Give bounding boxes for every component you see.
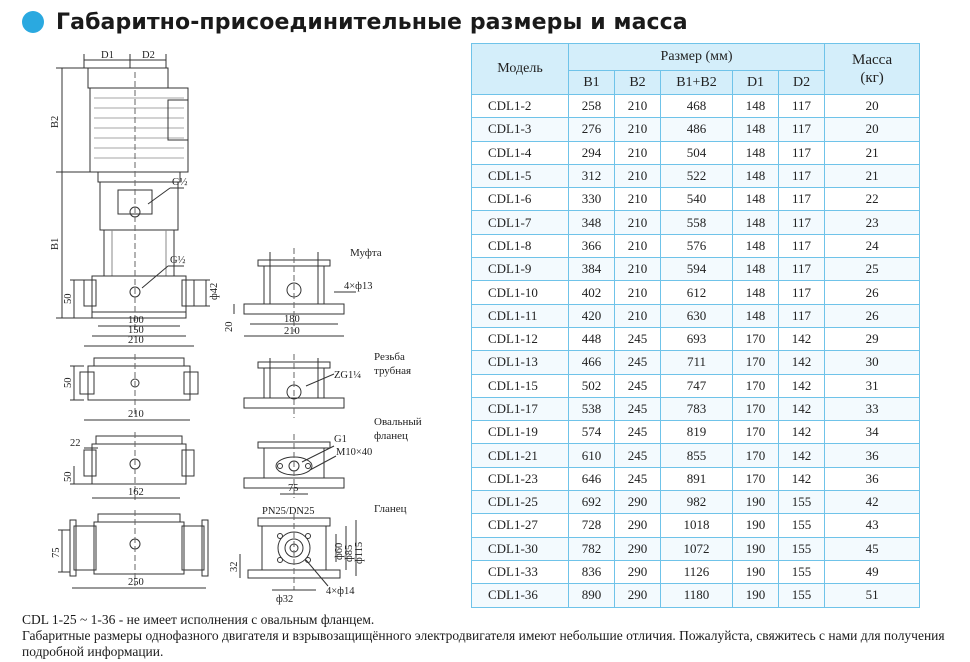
table-row <box>472 281 920 304</box>
cell-model: CDL1-36 <box>472 584 569 607</box>
label-phi42: ф42 <box>209 282 220 300</box>
cell-model: CDL1-10 <box>472 281 569 304</box>
label-w100: 100 <box>128 315 144 326</box>
table-cell: 148 <box>733 234 779 257</box>
table-cell: 142 <box>779 444 825 467</box>
table-cell: 34 <box>825 421 920 444</box>
table-cell: 117 <box>779 118 825 141</box>
table-cell: 142 <box>779 351 825 374</box>
table-cell: 290 <box>615 537 661 560</box>
table-cell: 148 <box>733 258 779 281</box>
table-cell: 245 <box>615 397 661 420</box>
cell-model: CDL1-17 <box>472 397 569 420</box>
table-cell: 170 <box>733 421 779 444</box>
table-row <box>472 514 920 537</box>
pump-drawing-svg <box>44 42 464 610</box>
label-w150: 150 <box>128 325 144 336</box>
label-trubnaya: трубная <box>374 365 412 377</box>
table-cell: 576 <box>661 234 733 257</box>
table-cell: 890 <box>569 584 615 607</box>
table-cell: 486 <box>661 118 733 141</box>
table-cell: 155 <box>779 537 825 560</box>
table-row <box>472 118 920 141</box>
table-cell: 855 <box>661 444 733 467</box>
header-d1: D1 <box>733 71 779 95</box>
table-body <box>472 95 920 608</box>
table-cell: 20 <box>825 118 920 141</box>
header-mass-line2: (кг) <box>860 70 884 86</box>
table-cell: 630 <box>661 304 733 327</box>
table-cell: 210 <box>615 281 661 304</box>
table-cell: 43 <box>825 514 920 537</box>
table-cell: 782 <box>569 537 615 560</box>
table-cell: 210 <box>615 188 661 211</box>
table-cell: 24 <box>825 234 920 257</box>
table-cell: 117 <box>779 304 825 327</box>
label-g1: G1 <box>334 434 347 445</box>
table-cell: 468 <box>661 95 733 118</box>
table-cell: 142 <box>779 374 825 397</box>
table-cell: 117 <box>779 234 825 257</box>
label-phi32: ф32 <box>276 594 294 605</box>
table-cell: 540 <box>661 188 733 211</box>
table-cell: 891 <box>661 467 733 490</box>
cell-model: CDL1-6 <box>472 188 569 211</box>
table-cell: 448 <box>569 327 615 350</box>
table-cell: 117 <box>779 141 825 164</box>
table-row <box>472 467 920 490</box>
table-cell: 245 <box>615 467 661 490</box>
table-cell: 155 <box>779 514 825 537</box>
table-cell: 711 <box>661 351 733 374</box>
cell-model: CDL1-13 <box>472 351 569 374</box>
label-50-base1: 50 <box>63 377 74 388</box>
footnotes <box>22 612 952 660</box>
table-cell: 783 <box>661 397 733 420</box>
table-cell: 466 <box>569 351 615 374</box>
table-row <box>472 164 920 187</box>
cell-model: CDL1-9 <box>472 258 569 281</box>
table-cell: 190 <box>733 537 779 560</box>
table-row <box>472 141 920 164</box>
cell-model: CDL1-23 <box>472 467 569 490</box>
table-row <box>472 491 920 514</box>
label-g-mid: G½ <box>170 255 186 266</box>
table-cell: 1018 <box>661 514 733 537</box>
table-cell: 693 <box>661 327 733 350</box>
table-cell: 610 <box>569 444 615 467</box>
table-cell: 170 <box>733 327 779 350</box>
table-cell: 290 <box>615 560 661 583</box>
table-cell: 117 <box>779 95 825 118</box>
label-b1: B1 <box>50 237 61 250</box>
label-w210-base1: 210 <box>128 409 144 420</box>
table-cell: 170 <box>733 397 779 420</box>
cell-model: CDL1-21 <box>472 444 569 467</box>
header-size: Размер (мм) <box>569 44 825 71</box>
table-cell: 36 <box>825 467 920 490</box>
label-50-main: 50 <box>63 293 74 304</box>
table-cell: 170 <box>733 467 779 490</box>
table-cell: 210 <box>615 234 661 257</box>
table-cell: 290 <box>615 584 661 607</box>
label-flanec: фланец <box>374 430 408 442</box>
table-cell: 117 <box>779 164 825 187</box>
label-holes-4x13: 4×ф13 <box>344 281 373 292</box>
table-cell: 290 <box>615 491 661 514</box>
label-g-top: G½ <box>172 177 188 188</box>
table-cell: 170 <box>733 351 779 374</box>
table-cell: 594 <box>661 258 733 281</box>
table-cell: 51 <box>825 584 920 607</box>
table-cell: 330 <box>569 188 615 211</box>
table-row <box>472 421 920 444</box>
cell-model: CDL1-25 <box>472 491 569 514</box>
table-cell: 26 <box>825 281 920 304</box>
table-cell: 20 <box>825 95 920 118</box>
cell-model: CDL1-33 <box>472 560 569 583</box>
table-cell: 819 <box>661 421 733 444</box>
table-row <box>472 95 920 118</box>
cell-model: CDL1-27 <box>472 514 569 537</box>
table-cell: 258 <box>569 95 615 118</box>
table-cell: 312 <box>569 164 615 187</box>
footnote-line2: Габаритные размеры однофазного двигателя и взрывозащищённого электродвигателя имеют небольшие отличия. Пожалуйста, свяжитесь с нами для получения подробной информации. <box>22 628 945 659</box>
header-mass <box>825 44 920 95</box>
label-w250: 250 <box>128 577 144 588</box>
dimensions-table <box>471 43 920 608</box>
table-cell: 148 <box>733 281 779 304</box>
table-cell: 210 <box>615 258 661 281</box>
table-cell: 29 <box>825 327 920 350</box>
cell-model: CDL1-30 <box>472 537 569 560</box>
table-cell: 190 <box>733 584 779 607</box>
table-cell: 210 <box>615 304 661 327</box>
table-cell: 155 <box>779 491 825 514</box>
cell-model: CDL1-3 <box>472 118 569 141</box>
table-cell: 30 <box>825 351 920 374</box>
table-row <box>472 304 920 327</box>
label-75-base3: 75 <box>51 547 62 558</box>
label-d1: D1 <box>101 50 114 61</box>
table-cell: 747 <box>661 374 733 397</box>
table-cell: 692 <box>569 491 615 514</box>
table-cell: 148 <box>733 141 779 164</box>
table-cell: 1126 <box>661 560 733 583</box>
table-cell: 155 <box>779 584 825 607</box>
label-holes-4x14: 4×ф14 <box>326 586 355 597</box>
table-row <box>472 234 920 257</box>
table-cell: 502 <box>569 374 615 397</box>
table-cell: 245 <box>615 327 661 350</box>
table-cell: 420 <box>569 304 615 327</box>
table-cell: 210 <box>615 118 661 141</box>
label-ovalny: Овальный <box>374 416 422 428</box>
header-model: Модель <box>472 44 569 95</box>
header-d2: D2 <box>779 71 825 95</box>
table-cell: 646 <box>569 467 615 490</box>
table-row <box>472 351 920 374</box>
label-w22: 22 <box>70 438 81 449</box>
header-b1b2: B1+B2 <box>661 71 733 95</box>
table-cell: 294 <box>569 141 615 164</box>
table-cell: 348 <box>569 211 615 234</box>
footnote-line1: CDL 1-25 ~ 1-36 - не имеет исполнения с овальным фланцем. <box>22 612 375 627</box>
table-cell: 574 <box>569 421 615 444</box>
cell-model: CDL1-15 <box>472 374 569 397</box>
cell-model: CDL1-19 <box>472 421 569 444</box>
label-50-base2: 50 <box>63 471 74 482</box>
table-cell: 45 <box>825 537 920 560</box>
table-row <box>472 327 920 350</box>
table-cell: 210 <box>615 95 661 118</box>
header <box>22 6 688 38</box>
label-phi85: ф85 <box>344 544 355 562</box>
table-cell: 33 <box>825 397 920 420</box>
cell-model: CDL1-5 <box>472 164 569 187</box>
cell-model: CDL1-7 <box>472 211 569 234</box>
header-b2: B2 <box>615 71 661 95</box>
table-cell: 21 <box>825 164 920 187</box>
table-row <box>472 211 920 234</box>
table-row <box>472 444 920 467</box>
table-cell: 210 <box>615 164 661 187</box>
table-cell: 245 <box>615 351 661 374</box>
label-w75: 75 <box>288 483 299 494</box>
table-cell: 245 <box>615 421 661 444</box>
cell-model: CDL1-4 <box>472 141 569 164</box>
table-cell: 49 <box>825 560 920 583</box>
table-cell: 148 <box>733 188 779 211</box>
table-row <box>472 374 920 397</box>
table-cell: 522 <box>661 164 733 187</box>
table-cell: 190 <box>733 514 779 537</box>
table-cell: 142 <box>779 327 825 350</box>
table-row <box>472 584 920 607</box>
table-cell: 190 <box>733 491 779 514</box>
table-cell: 148 <box>733 164 779 187</box>
table-row <box>472 560 920 583</box>
table-cell: 504 <box>661 141 733 164</box>
table-cell: 117 <box>779 258 825 281</box>
table-cell: 290 <box>615 514 661 537</box>
table-cell: 25 <box>825 258 920 281</box>
cell-model: CDL1-8 <box>472 234 569 257</box>
table-cell: 117 <box>779 211 825 234</box>
table-cell: 245 <box>615 374 661 397</box>
table-row <box>472 188 920 211</box>
table-cell: 170 <box>733 444 779 467</box>
label-phi60: ф60 <box>334 542 345 560</box>
table-cell: 26 <box>825 304 920 327</box>
table-cell: 31 <box>825 374 920 397</box>
table-cell: 982 <box>661 491 733 514</box>
label-w210: 210 <box>128 335 144 346</box>
table-cell: 21 <box>825 141 920 164</box>
table-cell: 558 <box>661 211 733 234</box>
label-phi115: ф115 <box>354 541 365 564</box>
table-cell: 36 <box>825 444 920 467</box>
label-zg: ZG1¼ <box>334 370 362 381</box>
label-pn: PN25/DN25 <box>262 506 315 517</box>
table-cell: 170 <box>733 374 779 397</box>
label-w180: 180 <box>284 314 300 325</box>
table-cell: 117 <box>779 188 825 211</box>
table-cell: 148 <box>733 118 779 141</box>
table-cell: 1180 <box>661 584 733 607</box>
table-cell: 42 <box>825 491 920 514</box>
label-20: 20 <box>224 321 235 332</box>
label-glanec: Гланец <box>374 503 407 515</box>
cell-model: CDL1-11 <box>472 304 569 327</box>
table-cell: 148 <box>733 211 779 234</box>
technical-drawing <box>44 42 464 610</box>
table-cell: 148 <box>733 304 779 327</box>
table-cell: 142 <box>779 397 825 420</box>
table-cell: 384 <box>569 258 615 281</box>
table-cell: 210 <box>615 141 661 164</box>
table-cell: 1072 <box>661 537 733 560</box>
table-cell: 276 <box>569 118 615 141</box>
table-cell: 22 <box>825 188 920 211</box>
label-b2: B2 <box>50 115 61 128</box>
label-mufta: Муфта <box>350 247 382 259</box>
table-row <box>472 397 920 420</box>
label-rezba: Резьба <box>374 351 405 363</box>
table-cell: 538 <box>569 397 615 420</box>
table-cell: 836 <box>569 560 615 583</box>
table-cell: 245 <box>615 444 661 467</box>
cell-model: CDL1-2 <box>472 95 569 118</box>
label-d2: D2 <box>142 50 155 61</box>
table-cell: 142 <box>779 467 825 490</box>
table-cell: 190 <box>733 560 779 583</box>
label-32: 32 <box>229 561 240 572</box>
table-cell: 366 <box>569 234 615 257</box>
header-b1: B1 <box>569 71 615 95</box>
cell-model: CDL1-12 <box>472 327 569 350</box>
table-cell: 142 <box>779 421 825 444</box>
header-mass-line1: Масса <box>851 52 893 68</box>
table-cell: 210 <box>615 211 661 234</box>
label-m10: M10×40 <box>336 447 373 458</box>
table-cell: 23 <box>825 211 920 234</box>
table-cell: 402 <box>569 281 615 304</box>
table-cell: 728 <box>569 514 615 537</box>
table-row <box>472 537 920 560</box>
table-row <box>472 258 920 281</box>
table-cell: 148 <box>733 95 779 118</box>
table-cell: 155 <box>779 560 825 583</box>
label-w210-mufta: 210 <box>284 326 300 337</box>
label-w162: 162 <box>128 487 144 498</box>
table-cell: 612 <box>661 281 733 304</box>
title-bullet-icon <box>22 11 44 33</box>
table-cell: 117 <box>779 281 825 304</box>
page-title: Габаритно-присоединительные размеры и масса <box>56 9 688 35</box>
